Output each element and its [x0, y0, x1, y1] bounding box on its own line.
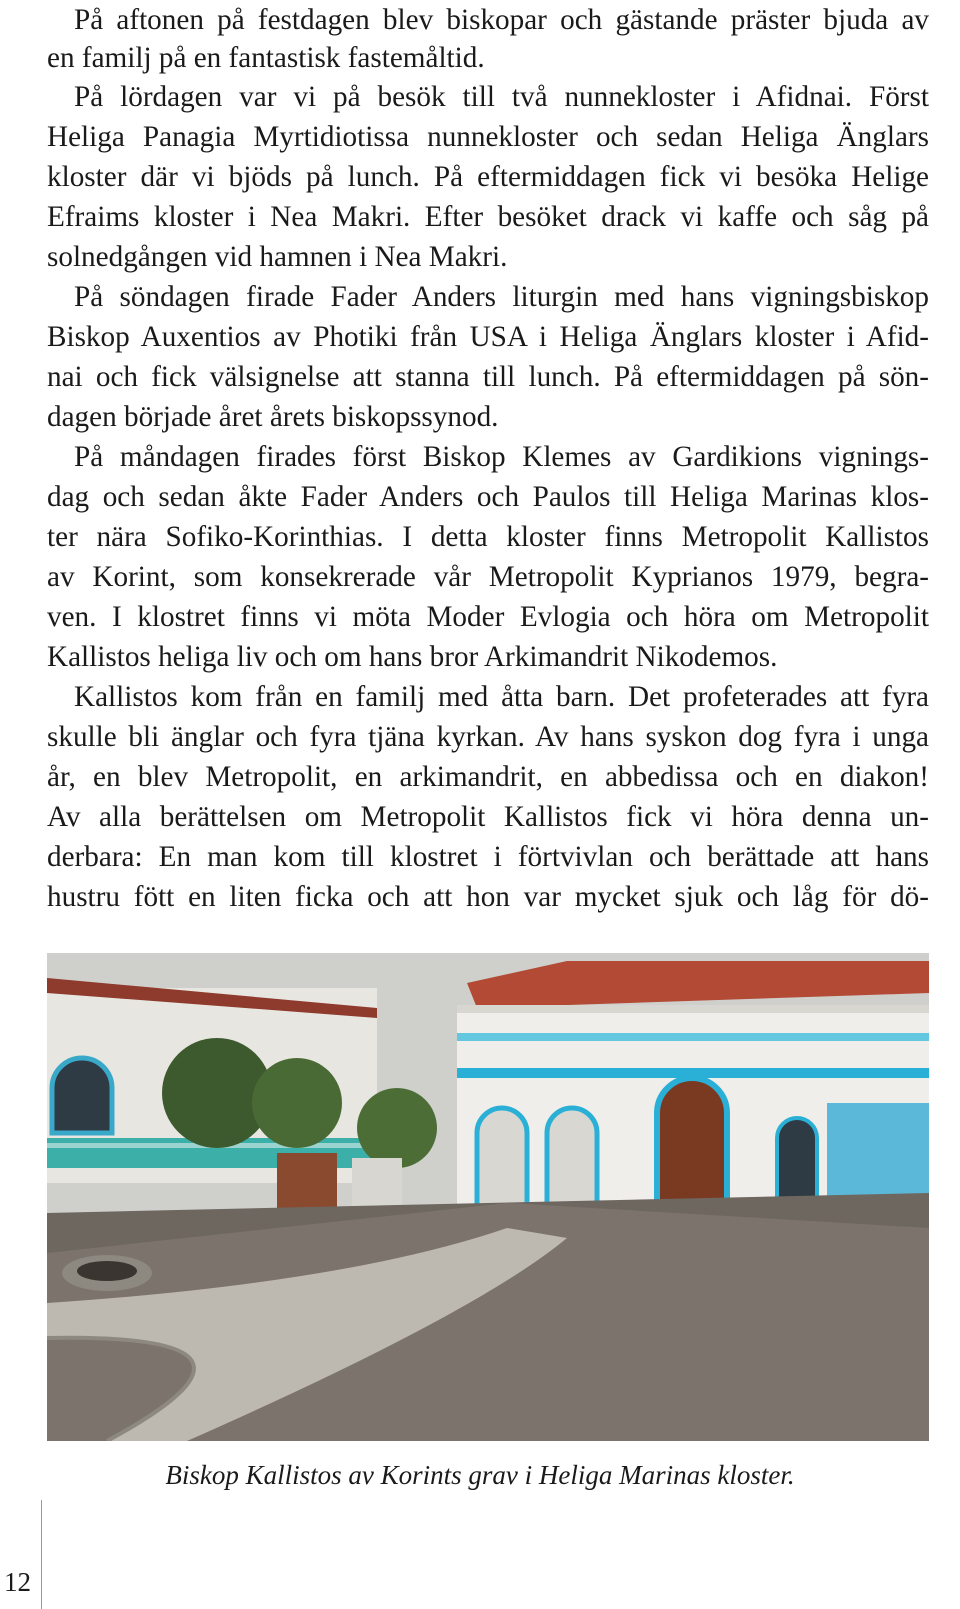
text-line: kloster där vi bjöds på lunch. På eftermiddagen fick vi besöka Helige	[47, 161, 929, 193]
text-line: På söndagen firade Fader Anders liturgin med hans vigningsbiskop	[74, 281, 929, 313]
text-line: På måndagen firades först Biskop Klemes av Gardikions vignings-	[74, 441, 929, 473]
page-number: 12	[4, 1567, 31, 1597]
text-line: av Korint, som konsekrerade vår Metropolit Kyprianos 1979, begra-	[47, 561, 929, 593]
text-line: Kallistos heliga liv och om hans bror Arkimandrit Nikodemos.	[47, 641, 778, 673]
text-line: derbara: En man kom till klostret i förtvivlan och berättade att hans	[47, 841, 929, 873]
text-line: solnedgången vid hamnen i Nea Makri.	[47, 241, 508, 273]
text-line: Kallistos kom från en familj med åtta barn. Det profeterades att fyra	[74, 681, 929, 713]
text-line: dag och sedan åkte Fader Anders och Paulos till Heliga Marinas klos-	[47, 481, 929, 513]
text-line: Av alla berättelsen om Metropolit Kallistos fick vi höra denna un-	[47, 801, 929, 833]
text-line: Efraims kloster i Nea Makri. Efter besöket drack vi kaffe och såg på	[47, 201, 929, 233]
text-line: en familj på en fantastisk fastemåltid.	[47, 42, 485, 74]
text-line: dagen började året årets biskopssynod.	[47, 401, 499, 433]
text-line: ter nära Sofiko-Korinthias. I detta kloster finns Metropolit Kallistos	[47, 521, 929, 553]
text-line: hustru fött en liten ficka och att hon var mycket sjuk och låg för dö-	[47, 881, 929, 913]
text-line: år, en blev Metropolit, en arkimandrit, en abbedissa och en diakon!	[47, 761, 929, 793]
text-line: På aftonen på festdagen blev biskopar och gästande präster bjuda av	[74, 4, 929, 36]
text-line: skulle bli änglar och fyra tjäna kyrkan. Av hans syskon dog fyra i unga	[47, 721, 929, 753]
text-line: ven. I klostret finns vi möta Moder Evlogia och höra om Metropolit	[47, 601, 929, 633]
monastery-photo	[47, 953, 929, 1441]
text-line: Heliga Panagia Myrtidiotissa nunnekloster och sedan Heliga Änglars	[47, 121, 929, 153]
text-line: Biskop Auxentios av Photiki från USA i Heliga Änglars kloster i Afid-	[47, 321, 929, 353]
text-line: På lördagen var vi på besök till två nunnekloster i Afidnai. Först	[74, 81, 929, 113]
text-line: nai och fick välsignelse att stanna till lunch. På eftermiddagen på sön-	[47, 361, 929, 393]
photo-caption: Biskop Kallistos av Korints grav i Heliga Marinas kloster.	[165, 1460, 795, 1490]
margin-rule	[41, 1500, 42, 1609]
